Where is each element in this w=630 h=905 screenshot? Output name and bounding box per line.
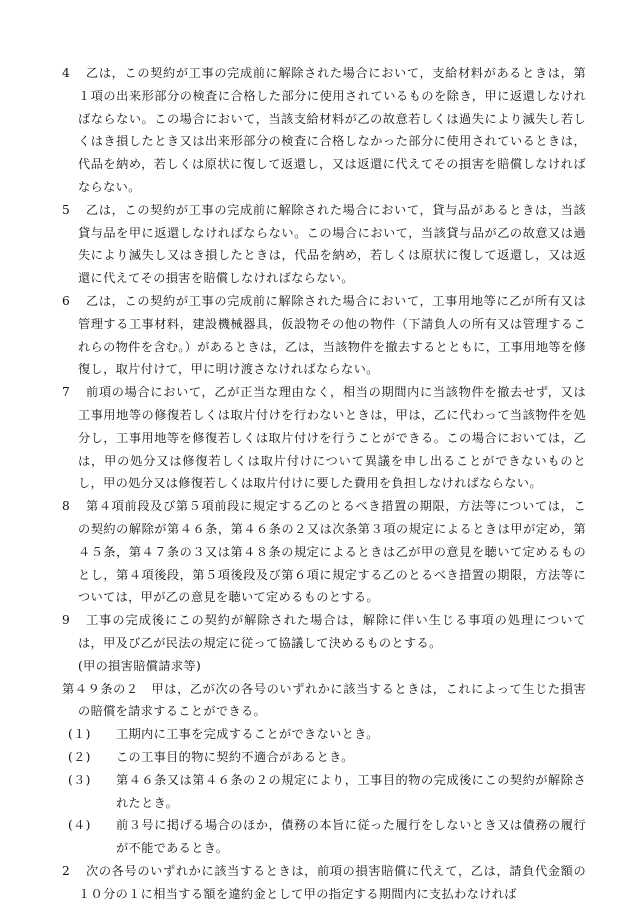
item-text: 工期内に工事を完成することができないとき。 <box>116 727 379 742</box>
paragraph-8 <box>0 495 630 609</box>
paragraph-2 <box>0 860 630 905</box>
item-number: (４) <box>68 818 91 833</box>
document-body <box>0 62 630 905</box>
paragraph-number: 6 <box>62 293 71 308</box>
paragraph-6 <box>0 290 630 381</box>
item-text: 前３号に掲げる場合のほか，債務の本旨に従った履行をしないとき又は債務の履行が不能であるとき。 <box>116 818 586 856</box>
paragraph-number: 8 <box>62 499 71 514</box>
article-heading: (甲の損害賠償請求等) <box>78 658 202 673</box>
item-number: (２) <box>68 749 91 764</box>
paragraph-number: 9 <box>62 613 71 628</box>
item-text: 第４６条又は第４６条の２の規定により，工事目的物の完成後にこの契約が解除されたとき。 <box>116 772 586 810</box>
paragraph-text: 乙は，この契約が工事の完成前に解除された場合において，貸与品があるときは，当該貸与品を甲に返還しなければならない。この場合において，当該貸与品が乙の故意又は過失により滅失し又はき損したときは，代品を納め，若しくは原状に復して返還し，又は返還に代えてその損害を賠償しなければならない。 <box>78 202 586 286</box>
list-item-2 <box>0 746 630 769</box>
paragraph-7 <box>0 381 630 495</box>
paragraph-number: 2 <box>62 863 71 878</box>
paragraph-text: 第４項前段及び第５項前段に規定する乙のとるべき措置の期限，方法等については，この契約の解除が第４６条，第４６条の２又は次条第３項の規定によるときは甲が定め，第４５条，第４７条の３又は第４８条の規定によるときは乙が甲の意見を聴いて定めるものとし，第４項後段，第５項後段及び第６項に規定する乙のとるべき措置の期限，方法等については，甲が乙の意見を聴いて定めるものとする。 <box>78 499 586 605</box>
paragraph-4 <box>0 62 630 199</box>
paragraph-9 <box>0 609 630 655</box>
paragraph-number: 4 <box>62 66 71 80</box>
list-item-3 <box>0 769 630 815</box>
paragraph-number: 5 <box>62 202 71 217</box>
list-item-4 <box>0 814 630 860</box>
item-text: この工事目的物に契約不適合があるとき。 <box>116 749 354 764</box>
paragraph-text: 次の各号のいずれかに該当するときは，前項の損害賠償に代えて，乙は，請負代金額の１０分の１に相当する額を違約金として甲の指定する期間内に支払わなければ <box>78 863 586 901</box>
item-number: (３) <box>68 772 91 787</box>
paragraph-number: 7 <box>62 385 71 400</box>
paragraph-text: 乙は，この契約が工事の完成前に解除された場合において，工事用地等に乙が所有又は管理する工事材料，建設機械器具，仮設物その他の物件（下請負人の所有又は管理するこれらの物件を含む。）があるときは，乙は，当該物件を撤去するとともに，工事用地等を修復し，取片付けて，甲に明け渡さなければならない。 <box>78 293 586 377</box>
list-item-1 <box>0 723 630 746</box>
item-number: (１) <box>68 727 91 742</box>
paragraph-text: 前項の場合において，乙が正当な理由なく，相当の期間内に当該物件を撤去せず，又は工事用地等の修復若しくは取片付けを行わないときは，甲は，乙に代わって当該物件を処分し，工事用地等を修復若しくは取片付けを行うことができる。この場合においては，乙は，甲の処分又は修復若しくは取片付けについて異議を申し出ることができないものとし，甲の処分又は修復若しくは取片付けに要した費用を負担しなければならない。 <box>78 385 586 491</box>
paragraph-text: 工事の完成後にこの契約が解除された場合は，解除に伴い生じる事項の処理については，甲及び乙が民法の規定に従って協議して決めるものとする。 <box>78 613 586 650</box>
paragraph-5 <box>0 199 630 290</box>
article-49-2: 第４９条の２ 甲は，乙が次の各号のいずれかに該当するときは，これによって生じた損害の賠償を請求することができる。 <box>62 681 586 719</box>
paragraph-text: 乙は，この契約が工事の完成前に解除された場合において，支給材料があるときは，第１項の出来形部分の検査に合格した部分に使用されているものを除き，甲に返還しなければならない。この場合において，当該支給材料が乙の故意若しくは過失により滅失し若しくはき損したとき又は出来形部分の検査に合格しなかった部分に使用されているときは，代品を納め，若しくは原状に復して返還し，又は返還に代えてその損害を賠償しなければならない。 <box>78 66 586 194</box>
